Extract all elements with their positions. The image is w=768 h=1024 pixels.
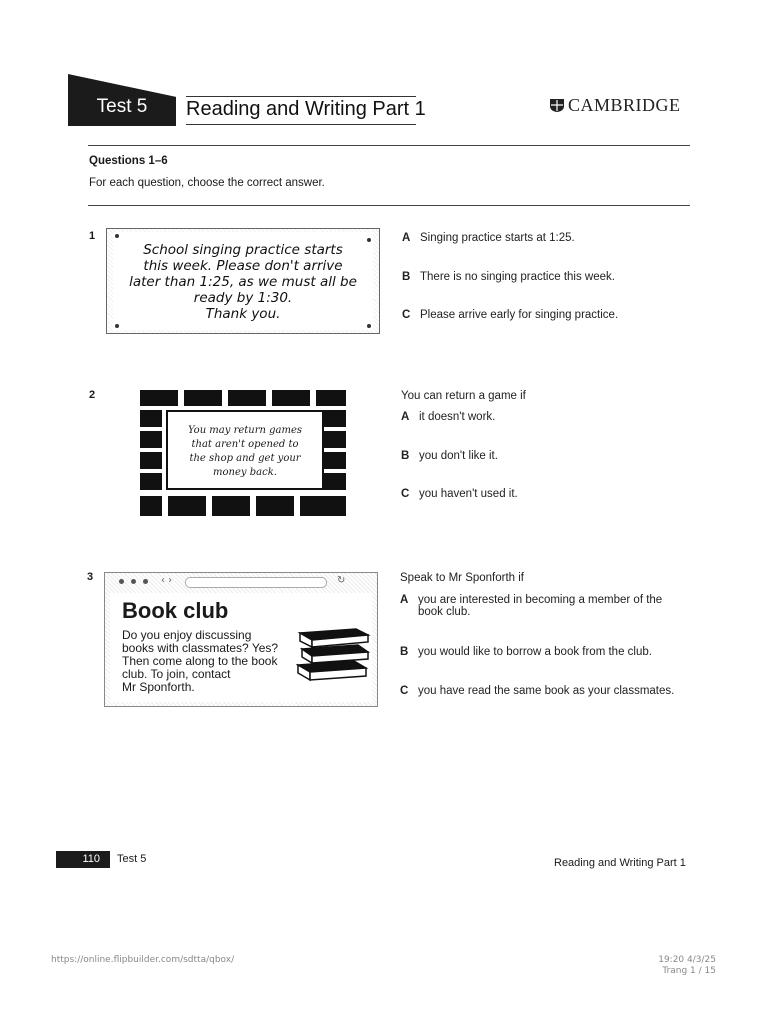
notice-singing-practice — [106, 228, 380, 334]
pin-icon — [367, 324, 371, 328]
option-letter: C — [400, 685, 409, 697]
option-text: you would like to borrow a book from the club. — [418, 646, 652, 658]
option-text: Please arrive early for singing practice. — [420, 309, 619, 321]
notice-line: Mr Sponforth. — [122, 680, 195, 694]
option-a[interactable] — [402, 232, 575, 244]
browser-toolbar — [105, 573, 377, 591]
option-b[interactable] — [402, 271, 615, 283]
option-text: you haven't used it. — [419, 488, 518, 500]
notice-line: ready by 1:30. — [193, 290, 293, 306]
page-title: Reading and Writing Part 1 — [186, 98, 426, 120]
footer-section-label: Reading and Writing Part 1 — [554, 857, 686, 869]
option-text: you are interested in becoming a member of the — [418, 594, 663, 606]
notice-line: Do you enjoy discussing — [122, 628, 252, 642]
notice-line: Then come along to the book — [122, 654, 278, 668]
option-c[interactable] — [401, 488, 518, 500]
brick — [256, 496, 294, 516]
brick — [324, 431, 346, 448]
notice-line: money back. — [213, 467, 277, 478]
instructions: For each question, choose the correct answer. — [89, 177, 325, 189]
option-b[interactable] — [400, 646, 652, 658]
notice-text — [122, 629, 302, 694]
notice-line: this week. Please don't arrive — [143, 258, 343, 274]
notice-line: the shop and get your — [189, 453, 301, 464]
brick — [140, 452, 162, 469]
window-dot-icon — [119, 579, 124, 584]
back-forward-icon: ‹ › — [161, 575, 173, 586]
notice-line: You may return games — [187, 425, 303, 436]
shield-icon — [550, 99, 564, 112]
pin-icon — [115, 234, 119, 238]
brick — [212, 496, 250, 516]
print-url: https://online.flipbuilder.com/sdtta/qbox/ — [51, 955, 235, 965]
book-stack-icon — [296, 625, 372, 685]
address-bar — [185, 577, 327, 588]
notice-line: that aren't opened to — [191, 439, 299, 450]
brick — [140, 410, 162, 427]
reload-icon: ↻ — [337, 575, 346, 586]
brick — [168, 496, 206, 516]
brick — [228, 390, 266, 406]
option-letter: A — [402, 232, 411, 244]
question-stem: Speak to Mr Sponforth if — [400, 572, 525, 584]
print-stamp — [658, 955, 716, 977]
option-letter: B — [402, 271, 411, 283]
notice-line: club. To join, contact — [122, 667, 231, 681]
brick-wall-notice — [140, 390, 346, 516]
option-a[interactable] — [401, 411, 495, 423]
pin-icon — [115, 324, 119, 328]
option-c[interactable] — [400, 685, 674, 697]
brick — [140, 473, 162, 490]
option-letter: B — [401, 450, 410, 462]
brick — [140, 431, 162, 448]
option-text: you don't like it. — [419, 450, 498, 462]
option-text: you have read the same book as your classmates. — [418, 685, 675, 697]
brand-logo — [550, 95, 681, 116]
questions-heading: Questions 1–6 — [89, 155, 168, 167]
brick — [324, 473, 346, 490]
title-rule — [186, 96, 416, 97]
notice-line: School singing practice starts — [143, 242, 343, 258]
title-rule — [186, 124, 416, 125]
brick — [140, 496, 162, 516]
window-dot-icon — [131, 579, 136, 584]
notice-line: books with classmates? Yes? — [122, 641, 279, 655]
book-club-title: Book club — [122, 598, 229, 623]
page-number: 110 — [56, 851, 110, 868]
notice-text — [113, 242, 373, 322]
brick — [324, 410, 346, 427]
window-dot-icon — [143, 579, 148, 584]
option-text: it doesn't work. — [419, 411, 496, 423]
brick — [316, 390, 346, 406]
test-label: Test 5 — [96, 96, 148, 117]
notice-sign — [166, 410, 324, 490]
option-letter: A — [400, 594, 409, 606]
option-letter: C — [402, 309, 411, 321]
footer-test-label: Test 5 — [117, 853, 147, 865]
notice-text — [168, 424, 322, 480]
question-stem: You can return a game if — [401, 390, 526, 402]
option-letter: C — [401, 488, 410, 500]
notice-line: Thank you. — [205, 306, 281, 322]
divider — [88, 145, 690, 146]
option-text: Singing practice starts at 1:25. — [420, 232, 575, 244]
question-number: 1 — [89, 230, 96, 242]
option-letter: A — [401, 411, 410, 423]
option-a[interactable] — [400, 594, 662, 618]
brick — [324, 452, 346, 469]
option-letter: B — [400, 646, 409, 658]
question-number: 3 — [87, 571, 94, 583]
option-c[interactable] — [402, 309, 618, 321]
brick — [272, 390, 310, 406]
option-text: book club. — [418, 606, 471, 618]
divider — [88, 205, 690, 206]
browser-content — [110, 593, 372, 702]
brick — [184, 390, 222, 406]
option-text: There is no singing practice this week. — [420, 271, 615, 283]
print-time: 19:20 4/3/25 — [658, 955, 716, 965]
print-page-count: Trang 1 / 15 — [662, 966, 716, 976]
option-b[interactable] — [401, 450, 498, 462]
brand-name: CAMBRIDGE — [568, 95, 681, 115]
notice-line: later than 1:25, as we must all be — [129, 274, 357, 290]
question-number: 2 — [89, 389, 96, 401]
brick — [300, 496, 346, 516]
browser-window-notice — [104, 572, 378, 707]
brick — [140, 390, 178, 406]
